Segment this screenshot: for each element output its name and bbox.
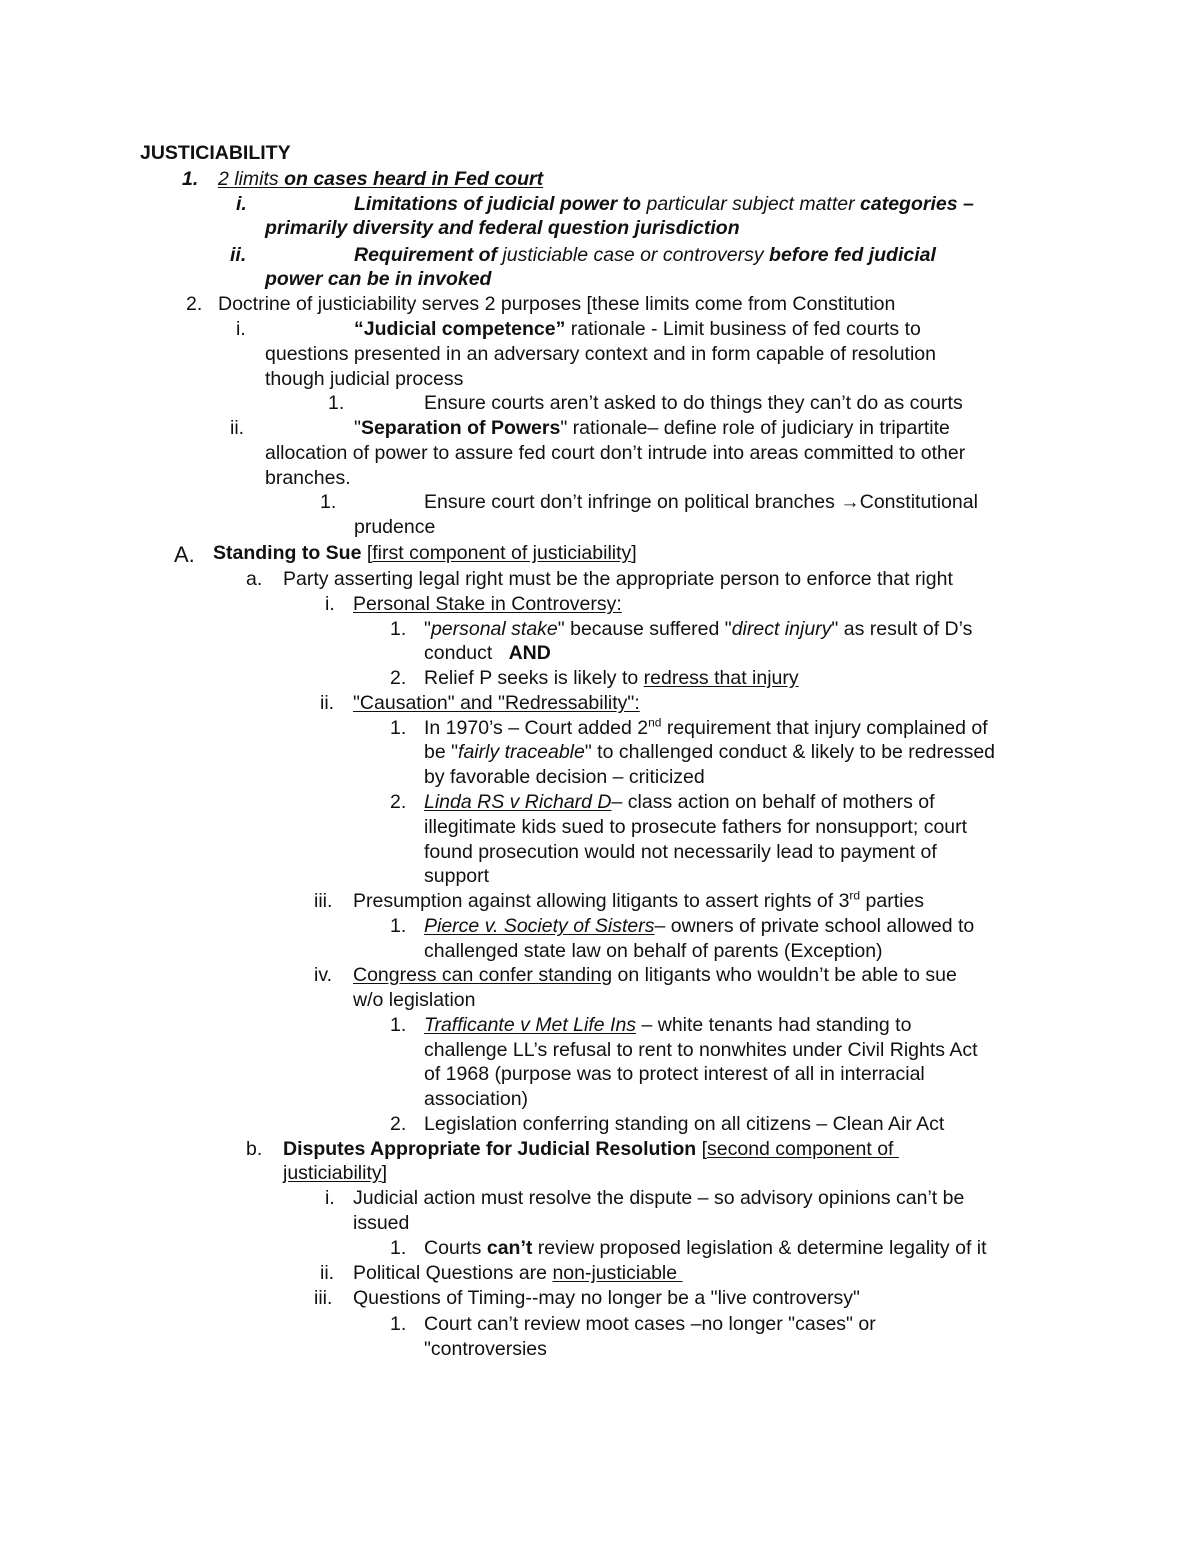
text-span: [ xyxy=(696,1138,707,1160)
text-span: Constitutional xyxy=(859,491,978,513)
list-num: 1. xyxy=(328,392,345,414)
outline-item-cont: branches. xyxy=(265,467,351,489)
list-num: i. xyxy=(236,318,246,340)
outline-item-cont: issued xyxy=(353,1212,410,1234)
text-span: review proposed legislation & determine legality of it xyxy=(532,1237,987,1259)
text-span: before fed judicial xyxy=(769,244,936,266)
list-num: 1. xyxy=(182,168,199,190)
text-span: direct injury xyxy=(731,618,832,640)
text-span: “Judicial competence” xyxy=(354,318,566,340)
outline-item-cont: association) xyxy=(424,1088,529,1110)
text-span: [ xyxy=(361,542,373,564)
list-num: A. xyxy=(174,542,195,567)
text-span: Separation of Powers xyxy=(360,417,561,439)
text-span: Standing to Sue xyxy=(213,542,362,564)
text-span: second component of xyxy=(707,1138,899,1160)
text-span: requirement that injury complained of xyxy=(661,717,988,739)
outline-item xyxy=(354,243,936,268)
text-span: " xyxy=(354,417,361,439)
list-num: 2. xyxy=(390,791,407,813)
text-span: non-justiciable xyxy=(552,1262,683,1284)
outline-item xyxy=(283,1137,899,1162)
list-num: ii. xyxy=(320,1262,335,1284)
list-num: i. xyxy=(236,193,247,215)
outline-item xyxy=(424,666,799,691)
text-span: Requirement of xyxy=(354,244,498,266)
text-span: Political Questions are xyxy=(353,1262,553,1284)
text-span: redress that injury xyxy=(643,667,799,689)
list-num: 2. xyxy=(390,1113,407,1135)
list-num: ii. xyxy=(230,244,247,266)
outline-item: Court can’t review moot cases –no longer "cases" or xyxy=(424,1313,876,1335)
list-num: ii. xyxy=(230,417,245,439)
outline-item-cont: of 1968 (purpose was to protect interest of all in interracial xyxy=(424,1063,925,1085)
text-span: " to challenged conduct & likely to be redressed xyxy=(584,741,996,763)
list-num: b. xyxy=(246,1138,263,1160)
text-span: Relief P seeks is likely to xyxy=(424,667,644,689)
list-num: 1. xyxy=(390,1237,407,1259)
outline-item xyxy=(218,167,543,192)
outline-item: Judicial action must resolve the dispute – so advisory opinions can’t be xyxy=(353,1187,965,1209)
text-span: conduct xyxy=(424,642,498,664)
list-num: 1. xyxy=(390,717,407,739)
outline-item-cont: primarily diversity and federal question jurisdiction xyxy=(265,217,740,239)
text-span: Presumption against allowing litigants to assert rights of 3 xyxy=(353,890,850,912)
outline-item-cont xyxy=(424,641,551,666)
page-title: JUSTICIABILITY xyxy=(140,142,291,164)
text-span: 2 limits xyxy=(218,168,279,190)
text-span: fairly traceable xyxy=(458,741,585,763)
text-span: can’t xyxy=(486,1237,533,1259)
outline-item xyxy=(354,192,974,217)
list-num: i. xyxy=(325,1187,335,1209)
outline-item: Legislation conferring standing on all citizens – Clean Air Act xyxy=(424,1113,945,1135)
list-num: iii. xyxy=(314,890,333,912)
text-span: " because suffered " xyxy=(557,618,732,640)
text-span: personal stake xyxy=(430,618,558,640)
text-span: Ensure court don’t infringe on political branches xyxy=(424,491,841,513)
text-span: categories – xyxy=(860,193,974,215)
outline-item-cont: by favorable decision – criticized xyxy=(424,766,705,788)
outline-item: Doctrine of justiciability serves 2 purposes [these limits come from Constitution xyxy=(218,293,896,315)
list-num: a. xyxy=(246,568,263,590)
text-span: " rationale– define role of judiciary in tripartite xyxy=(560,417,950,439)
outline-item-cont: prudence xyxy=(354,516,436,538)
list-num: 2. xyxy=(186,293,203,315)
and-label: AND xyxy=(508,642,551,664)
arrow-icon: → xyxy=(840,491,860,513)
section-heading xyxy=(213,541,637,566)
superscript: nd xyxy=(648,715,662,730)
outline-item-cont: challenge LL’s refusal to rent to nonwhites under Civil Rights Act xyxy=(424,1039,978,1061)
outline-item xyxy=(424,1236,987,1261)
text-span: – white tenants had standing to xyxy=(636,1014,912,1036)
outline-item-cont: challenged state law on behalf of parents (Exception) xyxy=(424,940,883,962)
text-span: – class action on behalf of mothers of xyxy=(611,791,935,813)
case-name: Linda RS v Richard D xyxy=(424,791,612,813)
text-span: Limitations of judicial power to xyxy=(354,193,642,215)
outline-item xyxy=(424,1013,911,1038)
list-num: iii. xyxy=(314,1287,333,1309)
superscript: rd xyxy=(849,888,861,903)
outline-item xyxy=(353,1261,683,1286)
outline-item-cont: power can be in invoked xyxy=(265,268,492,290)
outline-item xyxy=(354,416,950,441)
text-span: Congress can confer standing xyxy=(353,964,613,986)
text-span: parties xyxy=(860,890,925,912)
outline-item-cont: questions presented in an adversary context and in form capable of resolution xyxy=(265,343,936,365)
text-span: " xyxy=(424,618,431,640)
text-span: first component of justiciability xyxy=(372,542,632,564)
case-name: Pierce v. Society of Sisters xyxy=(424,915,655,937)
outline-item-cont: support xyxy=(424,865,490,887)
outline-item: Party asserting legal right must be the appropriate person to enforce that right xyxy=(283,568,953,590)
outline-item-cont: "controversies xyxy=(424,1338,547,1360)
outline-item xyxy=(353,889,924,914)
outline-item: Questions of Timing--may no longer be a "live controversy" xyxy=(353,1287,860,1309)
list-num: iv. xyxy=(314,964,333,986)
list-num: 1. xyxy=(390,915,407,937)
text-span: rationale - Limit business of fed courts to xyxy=(565,318,921,340)
outline-item-cont xyxy=(283,1161,387,1186)
text-span: justiciability xyxy=(283,1162,382,1184)
text-span: on litigants who wouldn’t be able to sue xyxy=(612,964,957,986)
list-num: 1. xyxy=(390,618,407,640)
text-span: particular subject matter xyxy=(641,193,861,215)
text-span: be " xyxy=(424,741,459,763)
text-span: Courts xyxy=(424,1237,487,1259)
outline-item xyxy=(424,716,988,741)
outline-item-cont: though judicial process xyxy=(265,368,464,390)
text-span: – owners of private school allowed to xyxy=(654,915,975,937)
outline-item xyxy=(424,617,972,642)
outline-item-cont: found prosecution would not necessarily lead to payment of xyxy=(424,841,937,863)
list-num: 1. xyxy=(390,1313,407,1335)
text-span: justiciable case or controversy xyxy=(497,244,770,266)
outline-item xyxy=(424,914,974,939)
case-name: Trafficante v Met Life Ins xyxy=(424,1014,637,1036)
outline-item xyxy=(353,963,957,988)
text-span: ] xyxy=(381,1162,388,1184)
outline-item: "Causation" and "Redressability": xyxy=(353,692,640,714)
list-num: i. xyxy=(325,593,335,615)
text-span: Disputes Appropriate for Judicial Resolution xyxy=(283,1138,697,1160)
text-span: In 1970’s – Court added 2 xyxy=(424,717,649,739)
list-num: 2. xyxy=(390,667,407,689)
text-span: ] xyxy=(631,542,637,564)
list-num: 1. xyxy=(320,491,337,513)
outline-item xyxy=(424,490,978,515)
text-span: on cases heard in Fed court xyxy=(278,168,544,190)
outline-item: Ensure courts aren’t asked to do things they can’t do as courts xyxy=(424,392,963,414)
list-num: 1. xyxy=(390,1014,407,1036)
outline-item-cont: illegitimate kids sued to prosecute fathers for nonsupport; court xyxy=(424,816,968,838)
outline-item xyxy=(424,790,935,815)
outline-item-cont: w/o legislation xyxy=(353,989,476,1011)
outline-item xyxy=(354,317,921,342)
outline-item: Personal Stake in Controversy: xyxy=(353,593,622,615)
outline-item-cont: allocation of power to assure fed court don’t intrude into areas committed to other xyxy=(265,442,966,464)
outline-item-cont xyxy=(424,740,995,765)
text-span: " as result of D’s xyxy=(831,618,973,640)
list-num: ii. xyxy=(320,692,335,714)
